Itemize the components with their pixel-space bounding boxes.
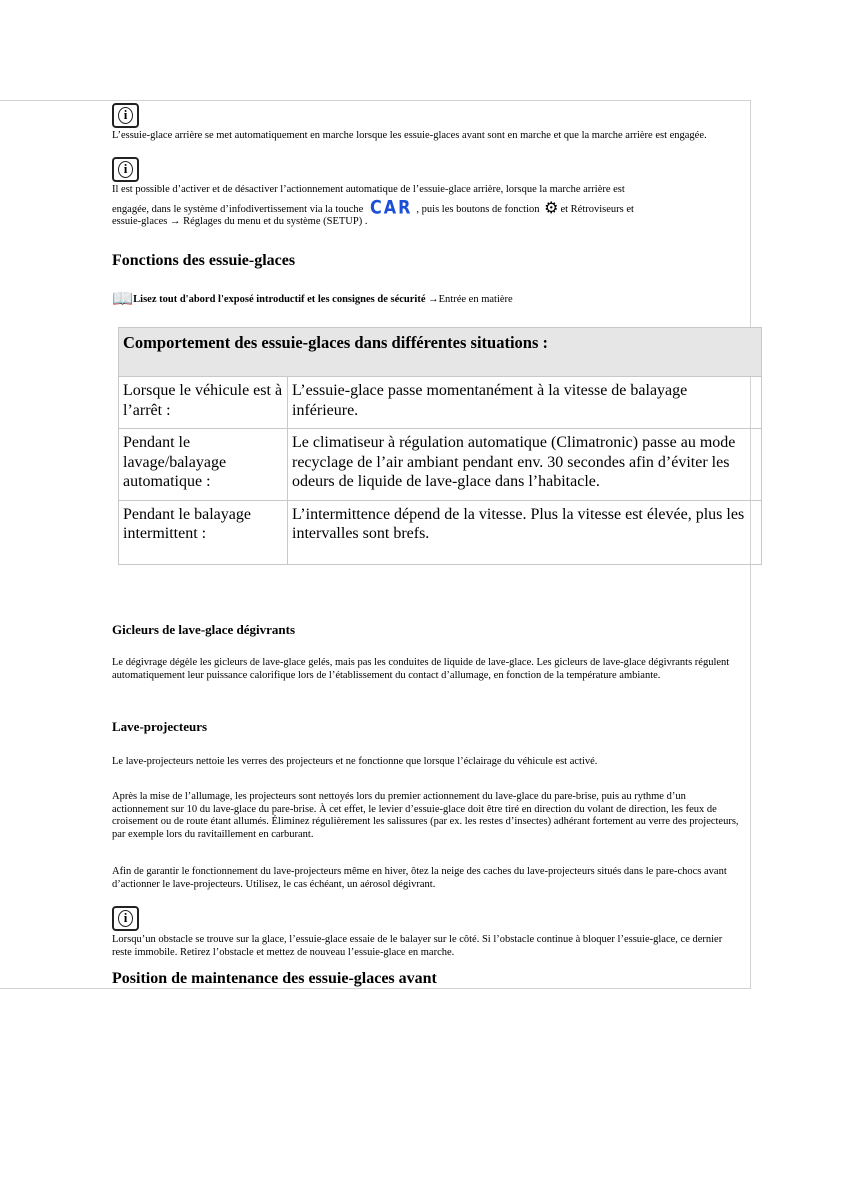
subsection-title: Gicleurs de lave-glace dégivrants [112, 622, 296, 637]
note-fragment: et Rétroviseurs et [560, 203, 634, 215]
table-cell-behaviour: Le climatiseur à régulation automatique (Climatronic) passe au mode recyclage de l’air ambiant pendant env. 30 secondes afin d’éviter les odeurs de liquide de lave-glace dans l’habitacle. [288, 429, 762, 501]
settings-gear-icon: ⚙ [544, 197, 559, 217]
table-cell-situation: Lorsque le véhicule est à l’arrêt : [119, 377, 288, 429]
note-fragment: engagée, dans le système d’infodivertissement via la touche [112, 203, 364, 215]
subsection-title: Lave-projecteurs [112, 719, 208, 734]
info-icon: i [112, 157, 139, 182]
note-line [112, 195, 752, 218]
note-text: Lorsqu’un obstacle se trouve sur la glace, l’essuie-glace essaie de le balayer sur le côté. Si l’obstacle continue à bloquer l’essuie-glace, ce dernier reste immobile. Retirez l’obstacle et mettez de nouveau l’essuie-glace en marche. [112, 934, 723, 958]
note-text: L’essuie-glace arrière se met automatiquement en marche lorsque les essuie-glaces avant sont en marche et que la marche arrière est engagée. [112, 130, 707, 141]
table-header: Comportement des essuie-glaces dans différentes situations : [119, 328, 762, 377]
table-row [119, 377, 762, 429]
table-row [119, 500, 762, 564]
car-button-icon: CAR [369, 195, 413, 218]
table-cell-situation: Pendant le balayage intermittent : [119, 500, 288, 564]
intro-line [112, 289, 752, 309]
table-row [119, 429, 762, 501]
table-header-row [119, 328, 762, 377]
note-fragment: , puis les boutons de fonction [416, 203, 540, 215]
info-icon: i [112, 103, 139, 128]
section-title: Position de maintenance des essuie-glaces avant [112, 970, 437, 987]
paragraph: Après la mise de l’allumage, les projecteurs sont nettoyés lors du premier actionnement du lave-glace du pare-brise, puis au rythme d’un actionnement sur 10 du lave-glace du pare-brise. À cet effet, le levier d’essuie-glace doit être tiré en direction du volant de direction, les feux de croisement ou de route étant allumés. Éliminez régulièrement les salissures (par ex. les restes d’insectes) adhérant fortement au verre des projecteurs, par exemple lors du ravitaillement en carburant. [112, 791, 739, 840]
note-line: Il est possible d’activer et de désactiver l’actionnement automatique de l’essuie-glace arrière, lorsque la marche arrière est [112, 184, 625, 195]
book-icon: 📖 [112, 289, 134, 309]
paragraph: Afin de garantir le fonctionnement du lave-projecteurs même en hiver, ôtez la neige des caches du lave-projecteurs situés dans le pare-chocs avant d’actionner le lave-projecteurs. Utilisez, le cas échéant, un aérosol dégivrant. [112, 866, 727, 890]
note-text [112, 184, 752, 229]
intro-bold: Lisez tout d'abord l'exposé introductif et les consignes de sécurité [133, 294, 426, 305]
table-cell-situation: Pendant le lavage/balayage automatique : [119, 429, 288, 501]
section-title: Fonctions des essuie-glaces [112, 252, 296, 269]
intro-link[interactable]: →Entrée en matière [428, 294, 513, 305]
note-line: essuie-glaces → Réglages du menu et du système (SETUP) . [112, 216, 368, 227]
paragraph: Le dégivrage dégèle les gicleurs de lave-glace gelés, mais pas les conduites de liquide de lave-glace. Les gicleurs de lave-glace dégivrants régulent automatiquement leur puissance calorifique lors de l’établissement du contact d’allumage, en fonction de la température ambiante. [112, 657, 730, 681]
info-icon: i [112, 906, 139, 931]
paragraph: Le lave-projecteurs nettoie les verres des projecteurs et ne fonctionne que lorsque l’éclairage du véhicule est activé. [112, 756, 598, 767]
wiper-behaviour-table [118, 327, 762, 565]
table-cell-behaviour: L’intermittence dépend de la vitesse. Plus la vitesse est élevée, plus les intervalles sont brefs. [288, 500, 762, 564]
table-cell-behaviour: L’essuie-glace passe momentanément à la vitesse de balayage inférieure. [288, 377, 762, 429]
